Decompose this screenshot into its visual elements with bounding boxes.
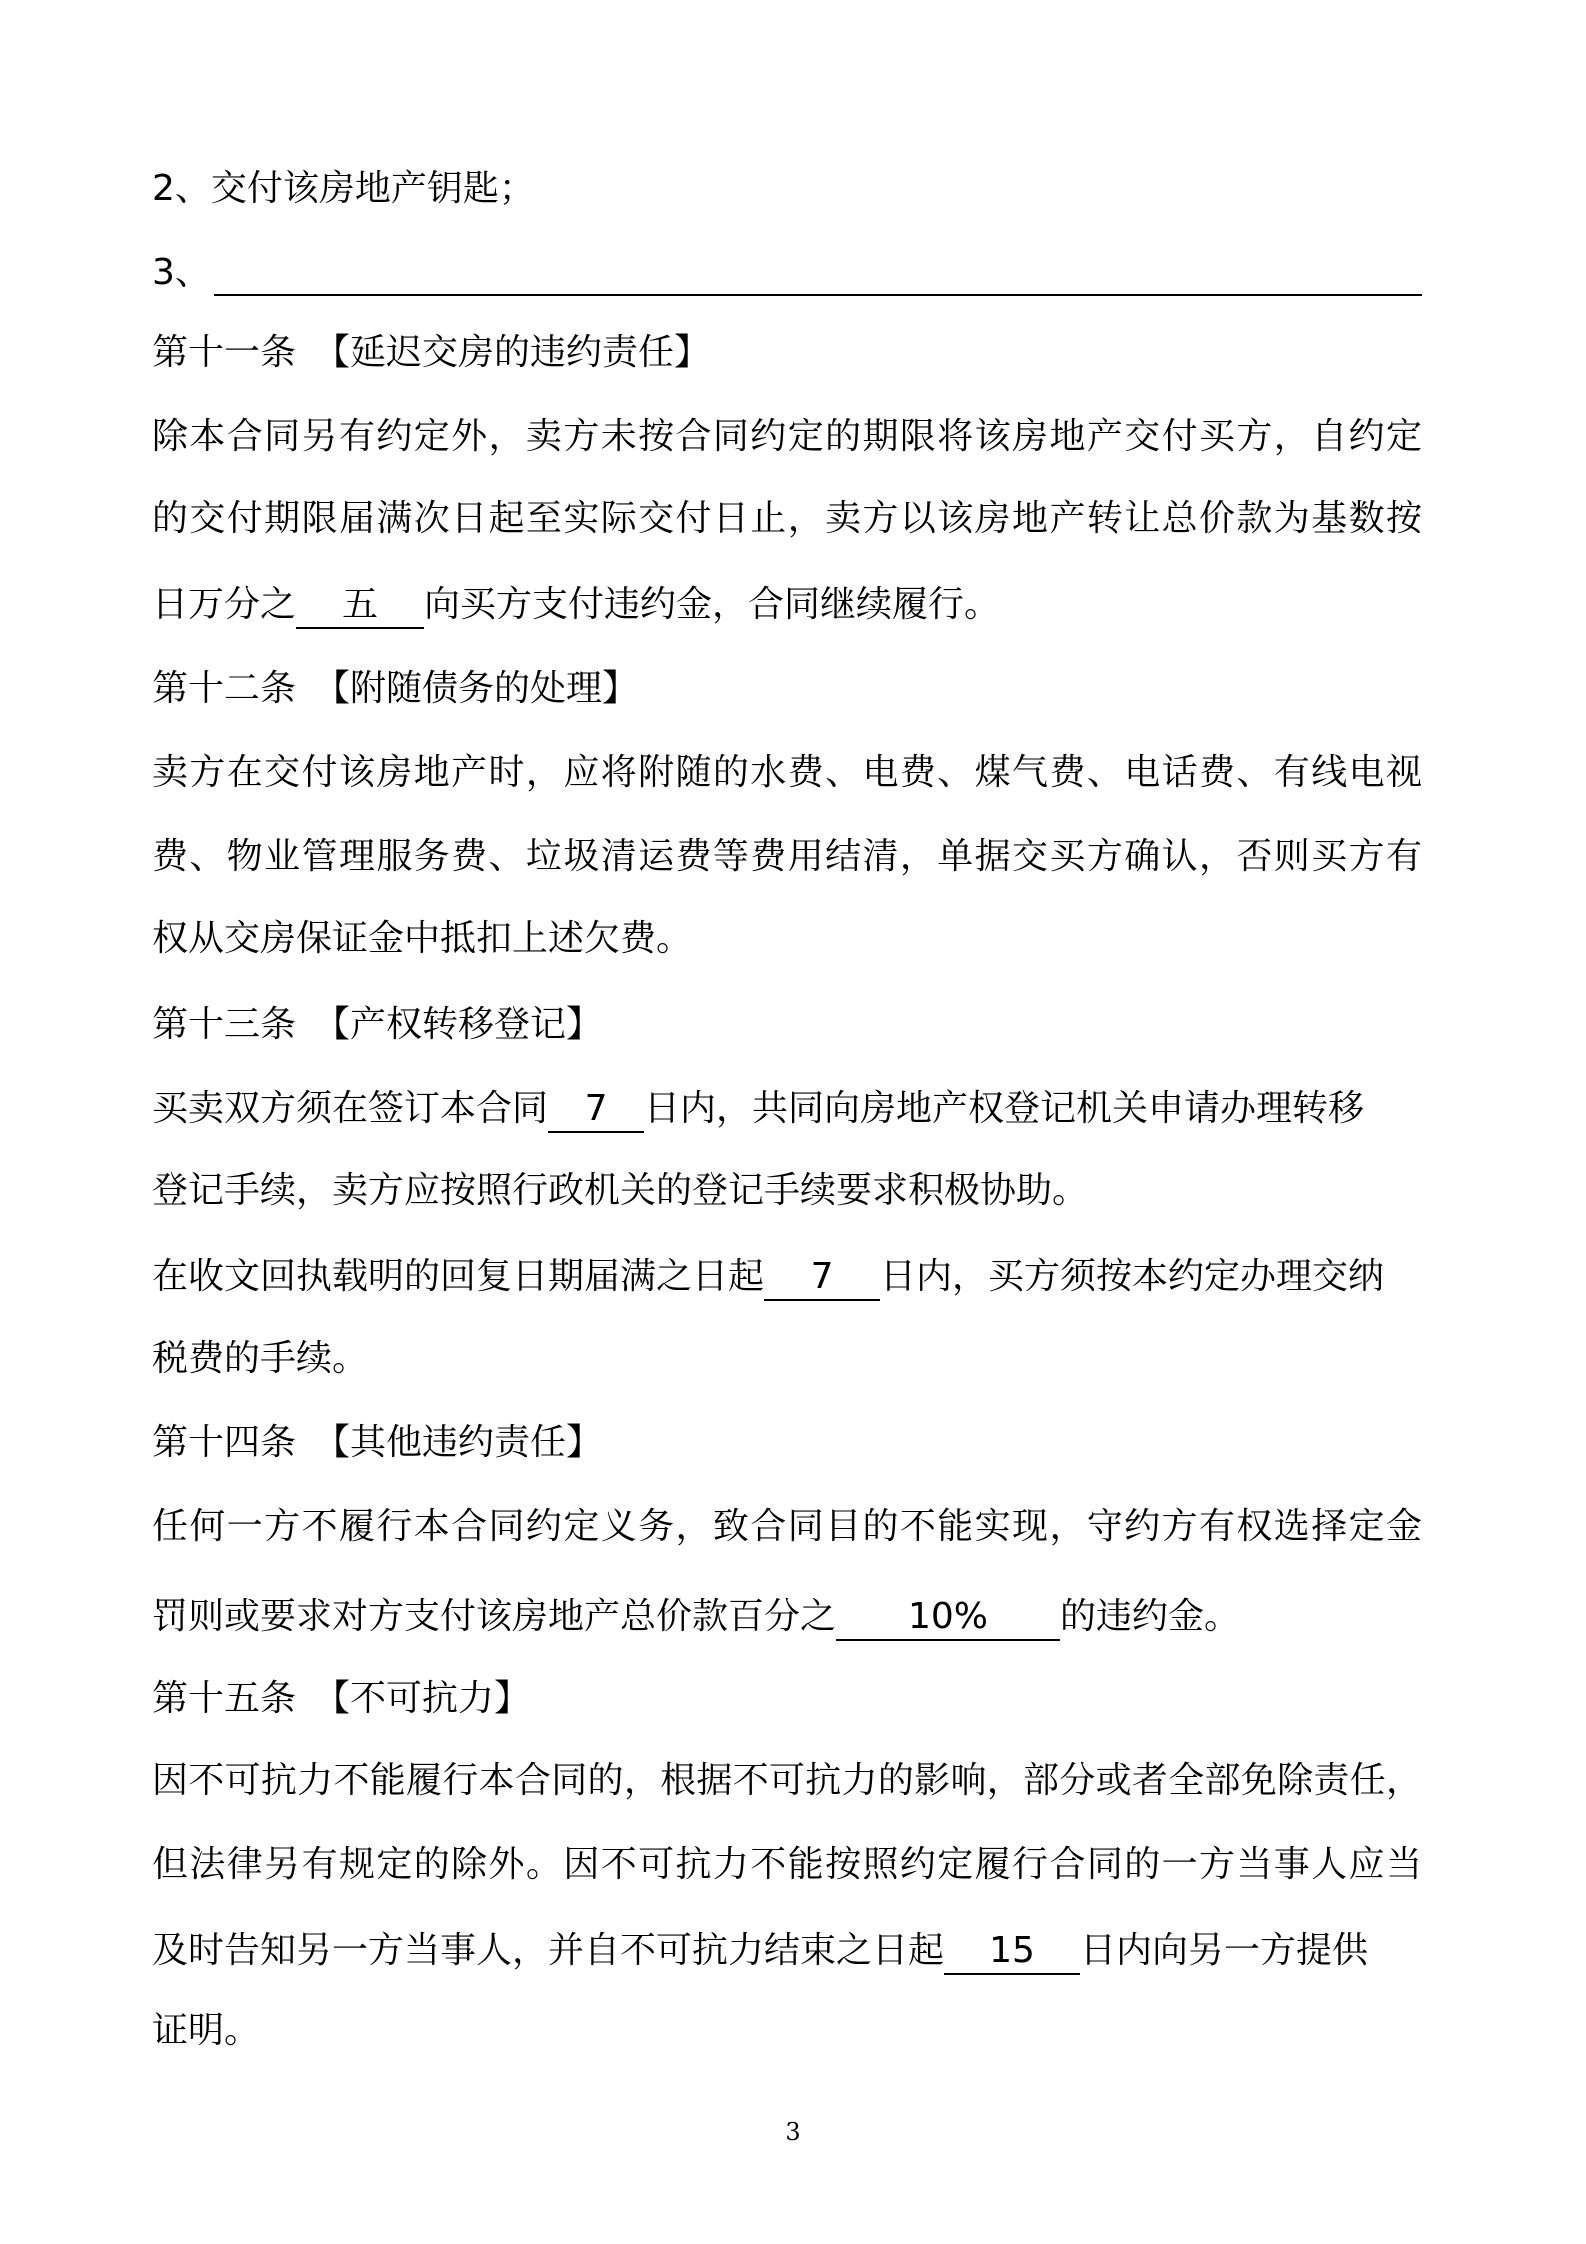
article-12-line-3: 权从交房保证金中抵扣上述欠费。: [152, 918, 693, 959]
article-15-line-1: 因不可抗力不能履行本合同的，根据不可抗力的影响，部分或者全部免除责任，: [152, 1760, 1422, 1801]
article-15-line-2: 但法律另有规定的除外。因不可抗力不能按照约定履行合同的一方当事人应当: [152, 1844, 1422, 1885]
article-14-title: 第十四条 【其他违约责任】: [152, 1422, 603, 1463]
item-2-text: 2、交付该房地产钥匙；: [152, 168, 535, 209]
article-13-line-1: [152, 1084, 1422, 1134]
article-15-line-3-pre: 及时告知另一方当事人，并自不可抗力结束之日起: [152, 1930, 945, 1971]
article-11-line-3-post: 向买方支付违约金，合同继续履行。: [424, 584, 1001, 625]
article-11-line-1: 除本合同另有约定外，卖方未按合同约定的期限将该房地产交付买方，自约定: [152, 416, 1422, 457]
item-3-label: 3、: [152, 252, 211, 293]
article-14-line-2-pre: 罚则或要求对方支付该房地产总价款百分之: [152, 1596, 837, 1637]
article-13-line-4: 税费的手续。: [152, 1338, 369, 1379]
article-13-line-2: 登记手续，卖方应按照行政机关的登记手续要求积极协助。: [152, 1170, 1089, 1211]
article-11-line-2: 的交付期限届满次日起至实际交付日止，卖方以该房地产转让总价款为基数按: [152, 498, 1422, 539]
tax-days-blank: 7: [764, 1255, 880, 1301]
article-13-line-3-post: 日内，买方须按本约定办理交纳: [880, 1256, 1385, 1297]
article-15-title: 第十五条 【不可抗力】: [152, 1678, 531, 1719]
article-12-line-2: 费、物业管理服务费、垃圾清运费等费用结清，单据交买方确认，否则买方有: [152, 836, 1422, 877]
article-14-line-2-post: 的违约金。: [1060, 1596, 1241, 1637]
article-12-title: 第十二条 【附随债务的处理】: [152, 668, 639, 709]
article-13-line-3-pre: 在收文回执载明的回复日期届满之日起: [152, 1256, 765, 1297]
page-number: 3: [785, 2118, 801, 2146]
article-13-line-3: [152, 1252, 1422, 1302]
article-13-line-1-pre: 买卖双方须在签订本合同: [152, 1088, 549, 1129]
registration-days-blank: 7: [548, 1087, 644, 1133]
proof-days-blank: 15: [944, 1929, 1080, 1975]
article-12-line-1: 卖方在交付该房地产时，应将附随的水费、电费、煤气费、电话费、有线电视: [152, 752, 1422, 793]
penalty-rate-blank: 五: [296, 583, 424, 629]
item-3-blank-line: [214, 294, 1422, 296]
article-15-line-3: [152, 1926, 1422, 1976]
article-11-line-3: [152, 580, 1422, 630]
article-11-title: 第十一条 【延迟交房的违约责任】: [152, 332, 711, 373]
article-11-line-3-pre: 日万分之: [152, 584, 297, 625]
article-13-title: 第十三条 【产权转移登记】: [152, 1004, 603, 1045]
article-13-line-1-post: 日内，共同向房地产权登记机关申请办理转移: [644, 1088, 1365, 1129]
article-14-line-2: [152, 1592, 1422, 1642]
article-15-line-3-post: 日内向另一方提供: [1080, 1930, 1369, 1971]
article-14-line-1: 任何一方不履行本合同约定义务，致合同目的不能实现，守约方有权选择定金: [152, 1506, 1422, 1547]
penalty-percent-blank: 10%: [836, 1595, 1060, 1641]
article-15-line-4: 证明。: [152, 2010, 261, 2051]
